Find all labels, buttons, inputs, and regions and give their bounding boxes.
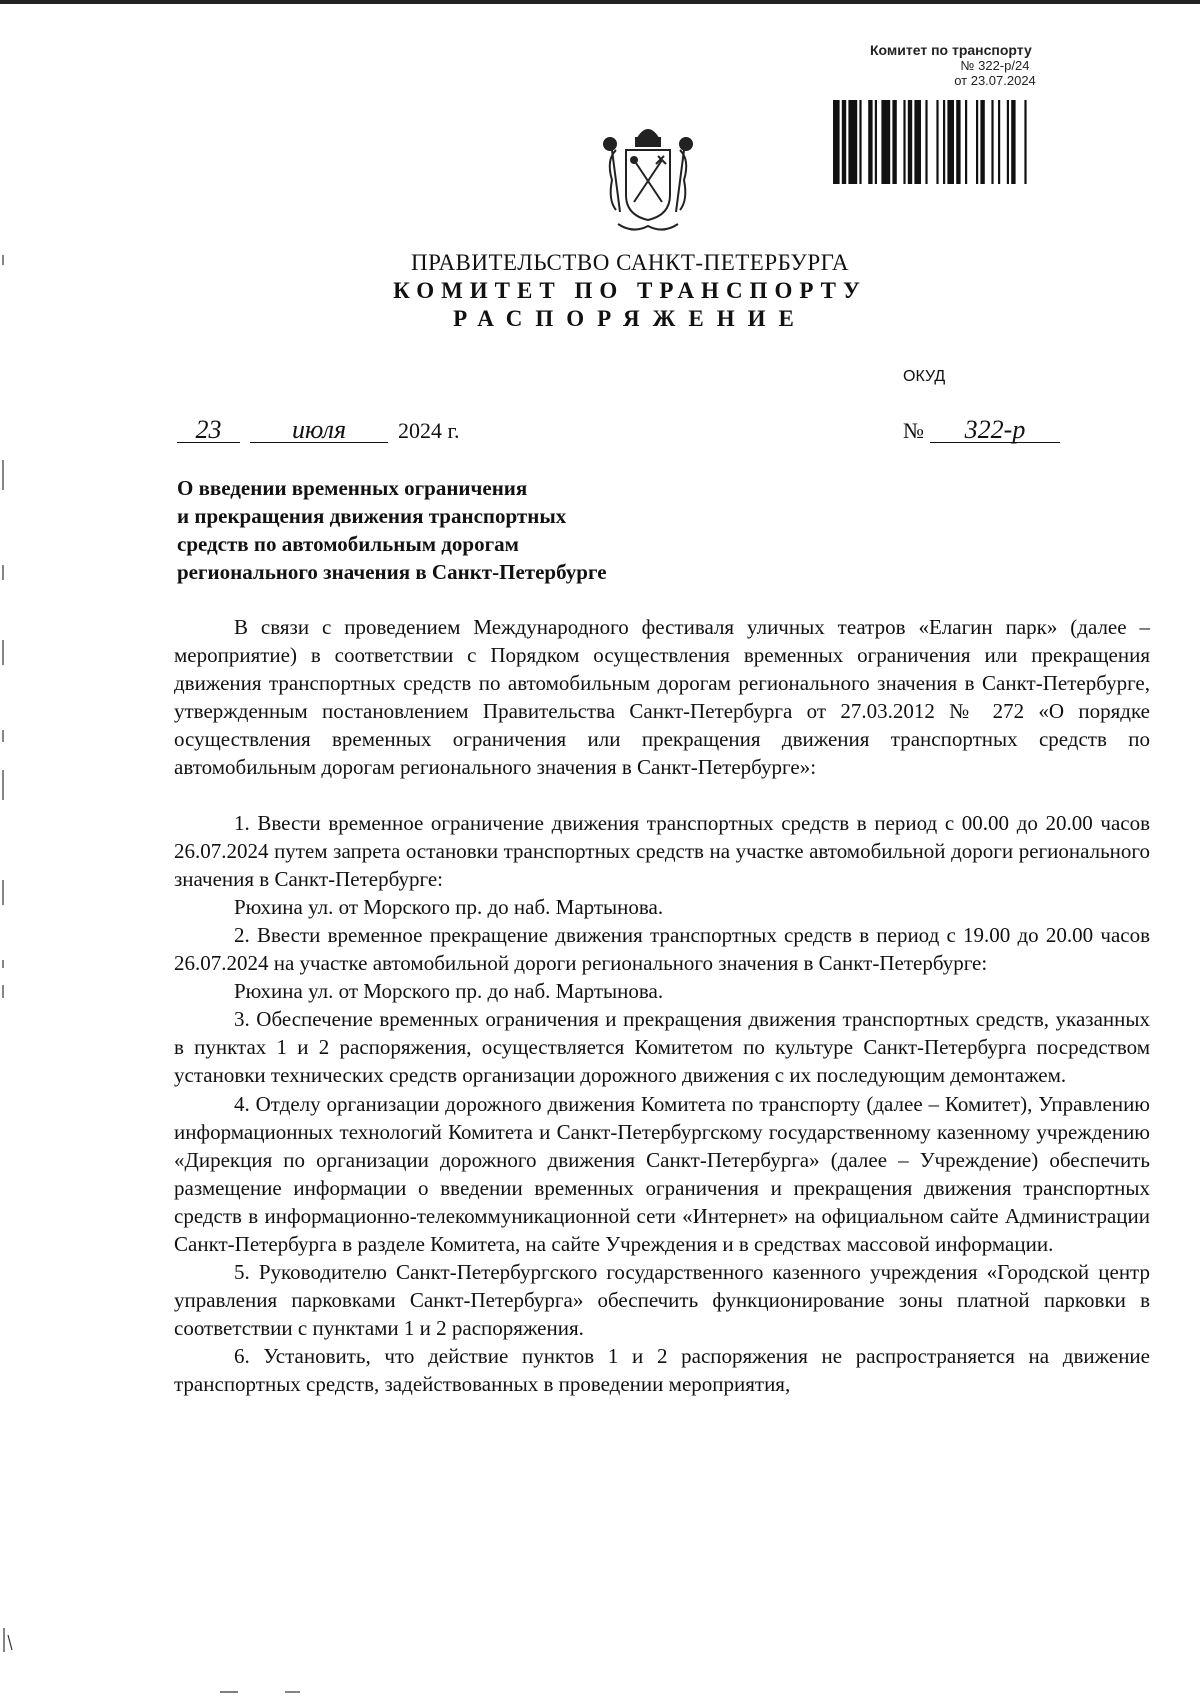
item-2-street: Рюхина ул. от Морского пр. до наб. Мартынова. bbox=[234, 979, 664, 1004]
barcode-bar bbox=[1024, 100, 1026, 184]
barcode-bar bbox=[991, 100, 993, 184]
number-value: 322-р bbox=[930, 418, 1060, 443]
stamp-number: № 322-р/24 bbox=[960, 58, 1030, 73]
item-5: 5. Руководителю Санкт-Петербургского государственного казенного учреждения «Городской центр управления парковками Санкт-Петербурга» обеспечить функционирование зоны платной парковки в соответствии с пунктами 1 и 2 распоряжения. bbox=[174, 1260, 1150, 1341]
barcode-bar bbox=[956, 100, 960, 184]
barcode-bar bbox=[998, 100, 1000, 184]
barcode-bar bbox=[1007, 100, 1009, 184]
barcode-bar bbox=[833, 100, 840, 184]
okud-label: ОКУД bbox=[903, 368, 946, 385]
number-sign: № bbox=[903, 418, 924, 443]
barcode-bar bbox=[892, 100, 896, 184]
stamp-org: Комитет по транспорту bbox=[870, 42, 1032, 58]
barcode-bar bbox=[980, 100, 984, 184]
barcode-icon bbox=[833, 100, 1138, 184]
barcode-bar bbox=[859, 100, 861, 184]
saint-petersburg-coat-of-arms-icon bbox=[598, 120, 698, 240]
document-type: РАСПОРЯЖЕНИЕ bbox=[453, 306, 807, 331]
item-6: 6. Установить, что действие пунктов 1 и 2 распоряжения не распространяется на движение транспортных средств, задействованных в проведении мероприятия, bbox=[174, 1344, 1150, 1397]
barcode-bar bbox=[908, 100, 912, 184]
government-title: ПРАВИТЕЛЬСТВО САНКТ-ПЕТЕРБУРГА bbox=[410, 250, 850, 275]
date-month: июля bbox=[250, 418, 388, 443]
subject-line: О введении временных ограничения bbox=[177, 476, 528, 500]
barcode-bar bbox=[868, 100, 872, 184]
item-1: 1. Ввести временное ограничение движения транспортных средств в период с 00.00 до 20.00 часов 26.07.2024 путем запрета остановки транспортных средств на участке автомобильной дороги регионального значения в Санкт-Петербурге: bbox=[174, 810, 1150, 891]
date-day: 23 bbox=[177, 418, 240, 443]
barcode-bar bbox=[976, 100, 978, 184]
barcode-bar bbox=[848, 100, 857, 184]
barcode-bar bbox=[914, 100, 921, 184]
barcode-bar bbox=[842, 100, 846, 184]
subject-line: регионального значения в Санкт-Петербурге bbox=[177, 560, 607, 584]
document-number bbox=[903, 415, 1060, 444]
barcode-bar bbox=[1011, 100, 1015, 184]
subject-line: и прекращения движения транспортных bbox=[177, 504, 567, 528]
item-1-street: Рюхина ул. от Морского пр. до наб. Мартынова. bbox=[234, 894, 664, 919]
barcode-bar bbox=[947, 100, 954, 184]
scan-footer-marks bbox=[0, 0, 400, 1699]
barcode-bar bbox=[943, 100, 945, 184]
registration-stamp bbox=[830, 42, 1150, 88]
committee-title: КОМИТЕТ ПО ТРАНСПОРТУ bbox=[393, 278, 867, 303]
preamble: В связи с проведением Международного фестиваля уличных театров «Елагин парк» (далее – мероприятие) в соответствии с Порядком осуществления временных ограничения или прекращения движения транспортных средств по автомобильным дорогам регионального значения в Санкт-Петербурге, утвержденным постановлением Правительства Санкт-Петербурга от 27.03.2012 № 272 «О порядке осуществления временных ограничения или прекращения движения транспортных средств по автомобильным дорогам регионального значения в Санкт-Петербурге»: bbox=[174, 615, 1150, 780]
subject-line: средств по автомобильным дорогам bbox=[177, 532, 519, 556]
barcode-bar bbox=[925, 100, 927, 184]
barcode-bar bbox=[936, 100, 938, 184]
item-2: 2. Ввести временное прекращение движения транспортных средств в период с 19.00 до 20.00 часов 26.07.2024 на участке автомобильной дороги регионального значения в Санкт-Петербурге: bbox=[174, 922, 1150, 976]
barcode-bar bbox=[881, 100, 890, 184]
barcode-bar bbox=[875, 100, 877, 184]
date-year: 2024 г. bbox=[398, 418, 460, 443]
barcode-bar bbox=[903, 100, 905, 184]
barcode-bar bbox=[965, 100, 967, 184]
item-3: 3. Обеспечение временных ограничения и прекращения движения транспортных средств, указанных в пунктах 1 и 2 распоряжения, осуществляется Комитетом по культуре Санкт-Петербурга посредством установки технических средств организации дорожного движения с их последующим демонтажем. bbox=[174, 1007, 1150, 1088]
item-4: 4. Отделу организации дорожного движения Комитета по транспорту (далее – Комитет), Управлению информационных технологий Комитета и Санкт-Петербургскому государственному казенному учреждению «Дирекция по организации дорожного движения Санкт-Петербурга» (далее – Учреждение) обеспечить размещение информации о введении временных ограничения и прекращения движения транспортных средств в информационно-телекоммуникационной сети «Интернет» на официальном сайте Администрации Санкт-Петербурга в разделе Комитета, на сайте Учреждения и в средствах массовой информации. bbox=[174, 1091, 1150, 1256]
stamp-date: от 23.07.2024 bbox=[954, 73, 1036, 88]
